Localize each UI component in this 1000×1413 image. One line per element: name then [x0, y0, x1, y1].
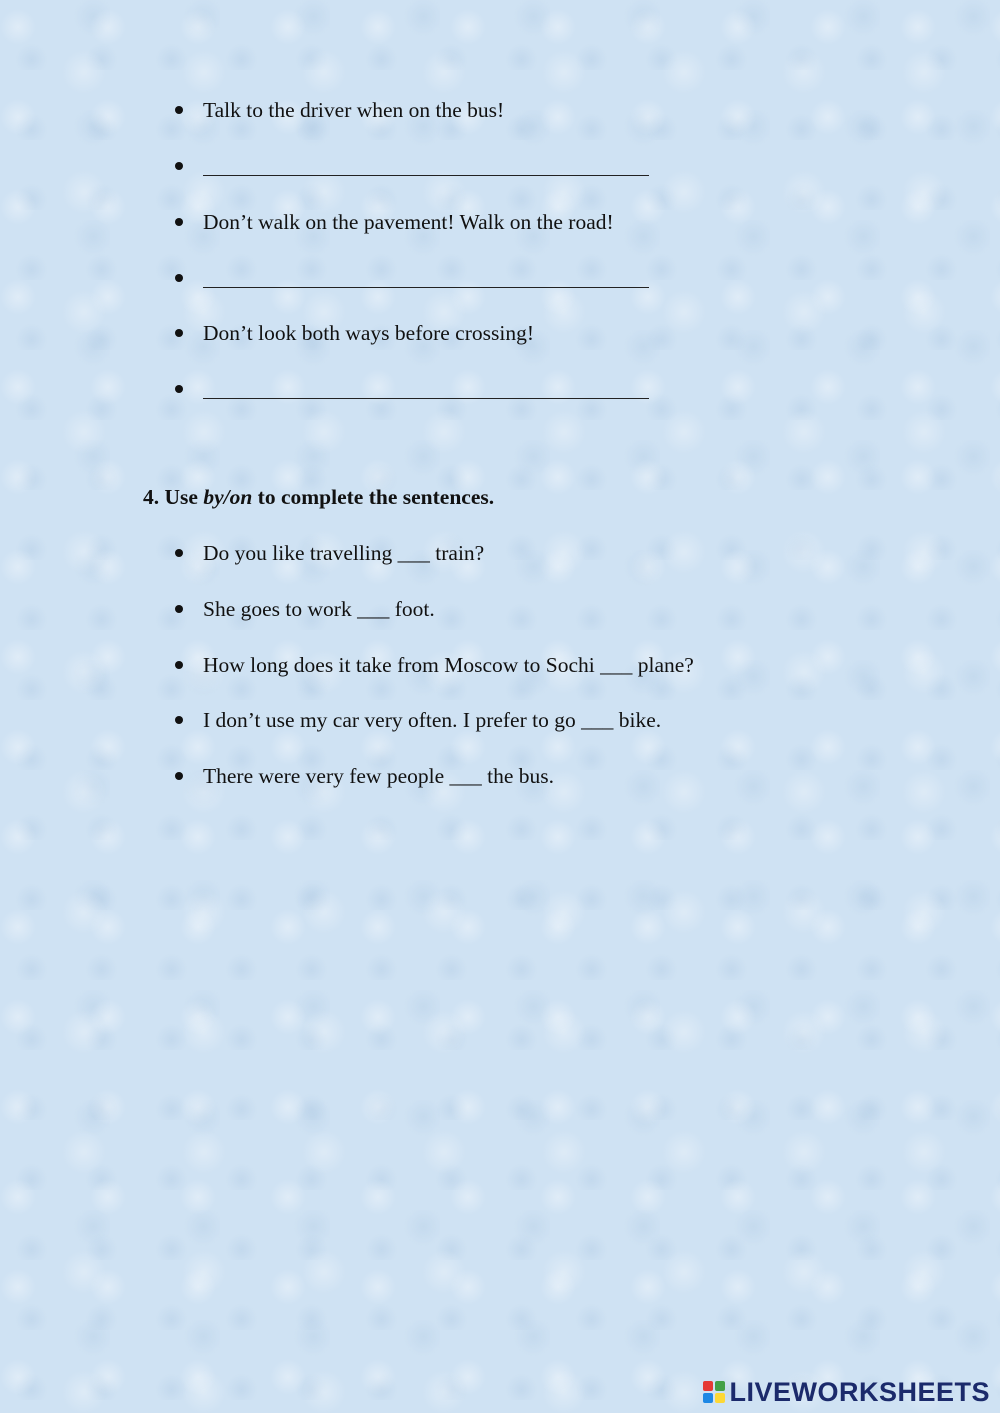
bullet-icon [175, 106, 183, 114]
sentence-text: She goes to work ___ foot. [203, 596, 435, 621]
bullet-icon [175, 385, 183, 393]
bullet-icon [175, 329, 183, 337]
exercise-sentence [170, 538, 484, 568]
bullet-icon [175, 162, 183, 170]
bullet-icon [175, 716, 183, 724]
answer-blank-item [170, 263, 649, 293]
answer-blank-line[interactable] [203, 287, 649, 288]
rule-text: Don’t look both ways before crossing! [203, 320, 535, 345]
heading-prefix: 4. Use [143, 484, 204, 509]
logo-square [703, 1393, 713, 1403]
logo-text: LIVEWORKSHEETS [729, 1376, 990, 1407]
sentence-text: There were very few people ___ the bus. [203, 763, 555, 788]
exercise-4-heading [143, 482, 494, 512]
answer-blank-line[interactable] [203, 398, 649, 399]
answer-blank-line[interactable] [203, 175, 649, 176]
rule-text: Talk to the driver when on the bus! [203, 97, 505, 122]
exercise-sentence [170, 761, 554, 791]
heading-suffix: to complete the sentences. [252, 484, 495, 509]
answer-blank-item [170, 374, 649, 404]
sentence-text: Do you like travelling ___ train? [203, 540, 485, 565]
answer-blank-item [170, 151, 649, 181]
bullet-icon [175, 218, 183, 226]
bullet-icon [175, 661, 183, 669]
heading-emphasis: by/on [203, 484, 253, 509]
bullet-icon [175, 772, 183, 780]
bullet-icon [175, 549, 183, 557]
sentence-text: How long does it take from Moscow to Sochi ___ plane? [203, 652, 694, 677]
rule-item [170, 207, 614, 237]
liveworksheets-logo [703, 1377, 990, 1407]
logo-square [703, 1381, 713, 1391]
exercise-sentence [170, 705, 661, 735]
logo-square [715, 1393, 725, 1403]
logo-mark-icon [703, 1381, 725, 1403]
logo-square [715, 1381, 725, 1391]
rule-item [170, 318, 534, 348]
rule-item [170, 95, 504, 125]
bullet-icon [175, 605, 183, 613]
exercise-sentence [170, 594, 435, 624]
sentence-text: I don’t use my car very often. I prefer to go ___ bike. [203, 707, 662, 732]
exercise-sentence [170, 650, 694, 680]
bullet-icon [175, 274, 183, 282]
rule-text: Don’t walk on the pavement! Walk on the road! [203, 209, 614, 234]
